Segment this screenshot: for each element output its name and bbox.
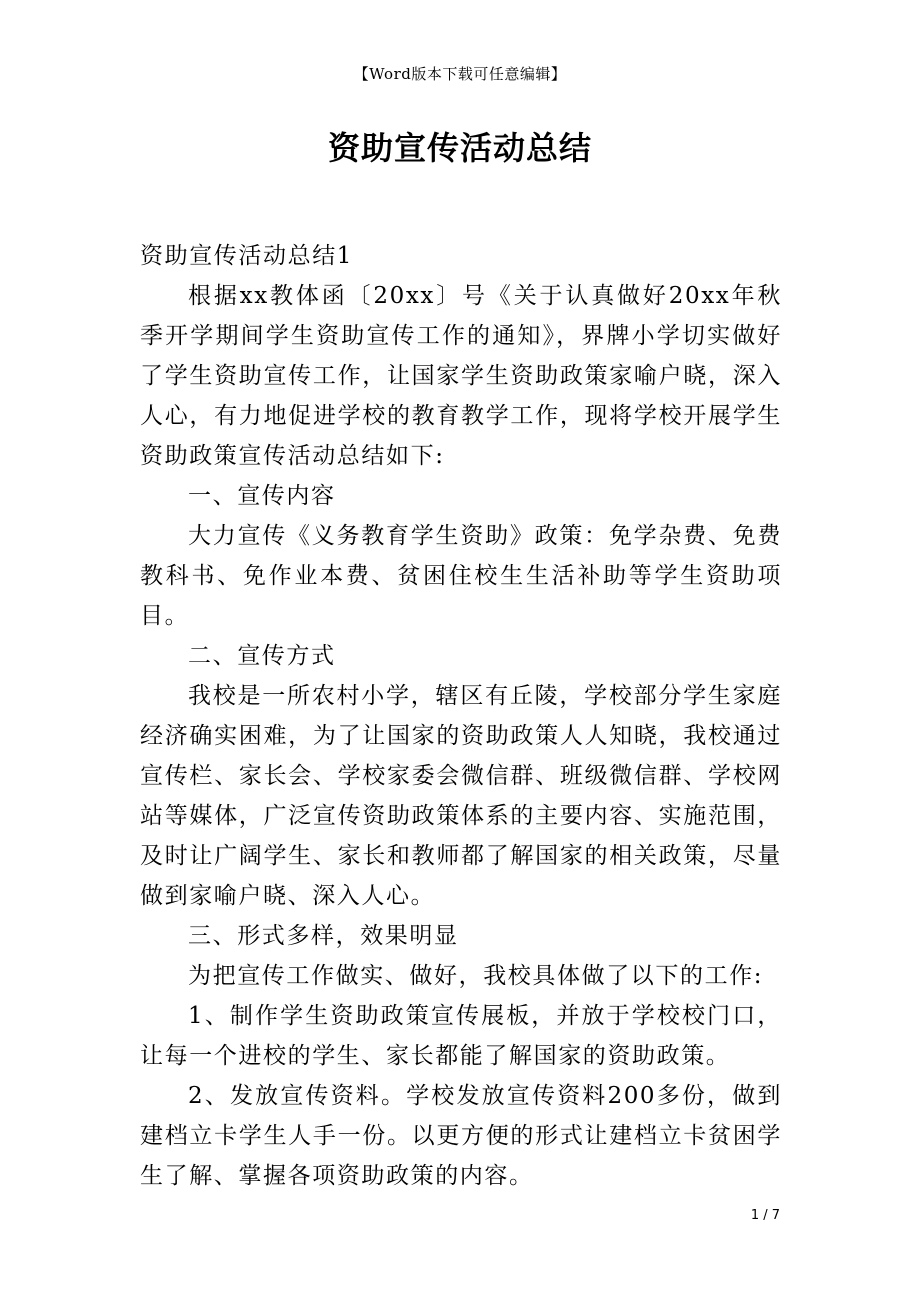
section-heading-content: 一、宣传内容 <box>188 483 336 509</box>
content-paragraph: 大力宣传《义务教育学生资助》政策：免学杂费、免费教科书、免作业本费、贫困住校生生活补助等学生资助项目。 <box>140 523 782 629</box>
method-paragraph: 我校是一所农村小学，辖区有丘陵，学校部分学生家庭经济确实困难，为了让国家的资助政策人人知晓，我校通过宣传栏、家长会、学校家委会微信群、班级微信群、学校网站等媒体，广泛宣传资助政策体系的主要内容、实施范围，及时让广阔学生、家长和教师都了解国家的相关政策，尽量做到家喻户晓、深入人心。 <box>140 683 782 909</box>
document-body <box>140 236 782 1196</box>
section-heading-forms: 三、形式多样，效果明显 <box>188 923 459 949</box>
list-item-2: 2、发放宣传资料。学校发放宣传资料200多份，做到建档立卡学生人手一份。以更方便的形式让建档立卡贫困学生了解、掌握各项资助政策的内容。 <box>140 1083 782 1189</box>
list-item-1: 1、制作学生资助政策宣传展板，并放于学校校门口，让每一个进校的学生、家长都能了解国家的资助政策。 <box>140 1003 782 1069</box>
forms-intro-paragraph: 为把宣传工作做实、做好，我校具体做了以下的工作: <box>188 963 764 989</box>
section-subtitle: 资助宣传活动总结1 <box>140 243 354 269</box>
download-note: 【Word版本下载可任意编辑】 <box>353 65 567 83</box>
document-title: 资助宣传活动总结 <box>327 129 592 167</box>
page-number: 1 / 7 <box>750 1208 780 1223</box>
intro-paragraph: 根据xx教体函〔20xx〕号《关于认真做好20xx年秋季开学期间学生资助宣传工作的通知》，界牌小学切实做好了学生资助宣传工作，让国家学生资助政策家喻户晓，深入人心，有力地促进学校的教育教学工作，现将学校开展学生资助政策宣传活动总结如下: <box>140 283 782 469</box>
section-heading-method: 二、宣传方式 <box>188 643 336 669</box>
